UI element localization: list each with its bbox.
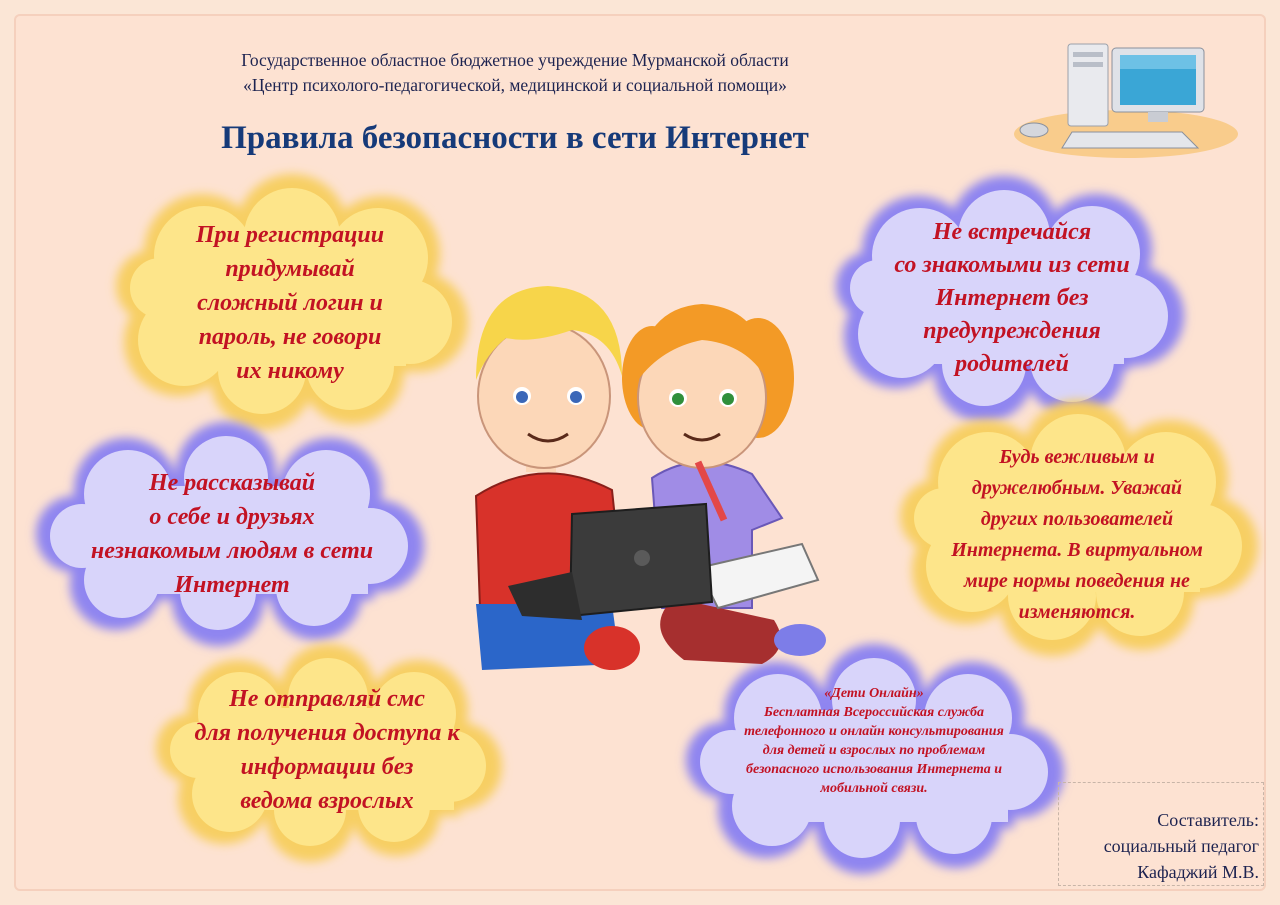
cloud-be-polite	[896, 408, 1258, 644]
author-name: Кафаджий М.В.	[1137, 862, 1259, 882]
author-label: Составитель:	[1157, 810, 1259, 830]
rule-line: Не встречайся	[932, 219, 1092, 245]
organization-line-2: «Центр психолого-педагогической, медицинской и социальной помощи»	[243, 75, 787, 95]
rule-line: для получения доступа к	[194, 720, 460, 746]
rule-line: их никому	[236, 358, 344, 384]
computer-illustration	[1010, 36, 1242, 160]
rule-line: предупреждения	[923, 318, 1101, 344]
helpline-line: Бесплатная Всероссийская служба	[764, 705, 984, 720]
cloud-no-sharing	[30, 424, 434, 640]
author-position: социальный педагог	[1103, 836, 1259, 856]
page-title: Правила безопасности в сети Интернет	[221, 120, 809, 156]
rule-line: информации без	[240, 754, 414, 780]
organization-line-1: Государственное областное бюджетное учреждение Мурманской области	[241, 50, 789, 70]
rule-line: со знакомыми из сети	[894, 252, 1130, 278]
rule-line: других пользователей	[980, 508, 1174, 530]
rule-line: Интернет	[174, 572, 290, 598]
rule-be-polite-text	[914, 442, 1240, 628]
rule-line: Интернет без	[935, 285, 1089, 311]
helpline-line: для детей и взрослых по проблемам	[762, 743, 986, 758]
rule-registration-text	[142, 218, 438, 388]
helpline-line: мобильной связи.	[820, 781, 928, 796]
cloud-no-sms	[150, 648, 504, 854]
rule-no-meeting-text	[854, 216, 1170, 381]
children-laptop-illustration	[462, 268, 854, 696]
rule-line: ведома взрослых	[240, 788, 414, 814]
helpline-line: безопасного использования Интернета и	[745, 762, 1003, 777]
rule-line: мире нормы поведения не	[964, 570, 1190, 592]
author-block	[1058, 782, 1264, 886]
girl-figure	[622, 304, 826, 664]
helpline-line: телефонного и онлайн консультирования	[744, 724, 1004, 739]
helpline-text	[694, 684, 1054, 798]
rule-line: о себе и друзьях	[149, 504, 315, 530]
rule-line: Интернета. В виртуальном	[951, 539, 1203, 561]
rule-line: незнакомым людям в сети	[90, 538, 374, 564]
cloud-no-meeting	[834, 180, 1182, 412]
helpline-line: «Дети Онлайн»	[824, 686, 924, 701]
rule-line: Будь вежливым и	[999, 446, 1155, 468]
rule-line: дружелюбным. Уважай	[971, 477, 1183, 499]
rule-line: При регистрации	[195, 222, 385, 248]
rule-line: придумывай	[225, 256, 355, 282]
rule-line: сложный логин и	[197, 290, 383, 316]
cloud-registration	[112, 182, 468, 418]
rule-no-sms-text	[162, 682, 492, 818]
rule-line: пароль, не говори	[198, 324, 382, 350]
rule-no-sharing-text	[52, 466, 412, 602]
rule-line: Не отправляй смс	[229, 686, 425, 712]
organization-header	[150, 48, 880, 98]
rule-line: изменяются.	[1018, 601, 1136, 623]
rule-line: родителей	[955, 351, 1069, 377]
rule-line: Не рассказывай	[148, 470, 316, 496]
